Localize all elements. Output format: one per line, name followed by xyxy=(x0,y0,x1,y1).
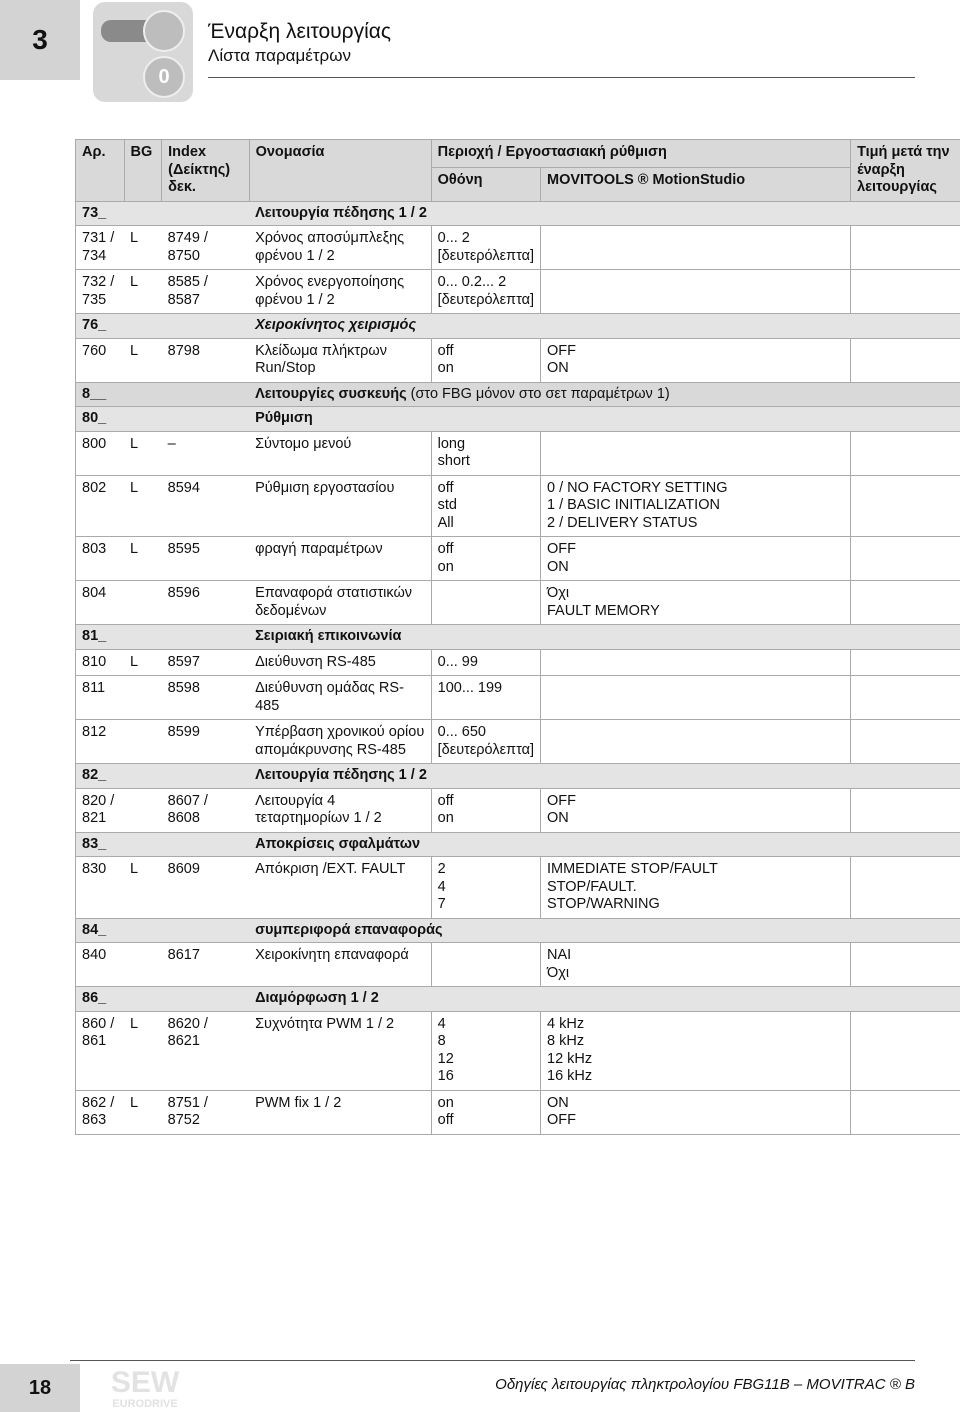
section-cell xyxy=(249,314,960,339)
param-screen-range: off on xyxy=(431,788,540,832)
section-title: Λειτουργίες συσκευής xyxy=(255,385,407,402)
param-value-after xyxy=(851,943,960,987)
param-number: 803 xyxy=(76,537,125,581)
col-header-bg: BG xyxy=(124,140,162,202)
section-row xyxy=(76,201,960,226)
param-name: Λειτουργία 4 τεταρτημορίων 1 / 2 xyxy=(249,788,431,832)
param-bg xyxy=(124,943,162,987)
param-screen-range: off std All xyxy=(431,475,540,537)
param-value-after xyxy=(851,270,960,314)
param-value-after xyxy=(851,720,960,764)
section-cell xyxy=(249,625,960,650)
page-title: Έναρξη λειτουργίας xyxy=(208,20,392,43)
section-row xyxy=(76,918,960,943)
section-row xyxy=(76,987,960,1012)
section-number: 86_ xyxy=(76,987,125,1012)
param-name: Υπέρβαση χρονικού ορίου απομάκρυνσης RS-485 xyxy=(249,720,431,764)
param-index: 8798 xyxy=(162,338,249,382)
param-name: φραγή παραμέτρων xyxy=(249,537,431,581)
param-index: 8620 / 8621 xyxy=(162,1011,249,1090)
parameter-row xyxy=(76,788,960,832)
param-number: 731 / 734 xyxy=(76,226,125,270)
param-value-after xyxy=(851,475,960,537)
param-movitools-range xyxy=(541,676,851,720)
parameter-row xyxy=(76,581,960,625)
col-header-index: Index (Δείκτης) δεκ. xyxy=(162,140,249,202)
section-cell xyxy=(249,832,960,857)
param-bg xyxy=(124,581,162,625)
param-movitools-range: ON OFF xyxy=(541,1090,851,1134)
section-title: Λειτουργία πέδησης 1 / 2 xyxy=(255,767,427,783)
param-movitools-range xyxy=(541,431,851,475)
section-spacer xyxy=(124,314,249,339)
param-screen-range: 100... 199 xyxy=(431,676,540,720)
param-movitools-range: OFF ON xyxy=(541,338,851,382)
parameter-row xyxy=(76,475,960,537)
section-cell xyxy=(249,407,960,432)
param-number: 760 xyxy=(76,338,125,382)
table-header-row xyxy=(76,140,960,168)
param-screen-range: on off xyxy=(431,1090,540,1134)
chapter-number: 3 xyxy=(0,0,80,80)
parameter-row xyxy=(76,226,960,270)
col-header-name: Ονομασία xyxy=(249,140,431,202)
parameter-table xyxy=(75,139,960,1135)
section-row xyxy=(76,625,960,650)
param-name: Διεύθυνση RS-485 xyxy=(249,649,431,676)
param-name: Χρόνος αποσύμπλεξης φρένου 1 / 2 xyxy=(249,226,431,270)
parameter-row xyxy=(76,338,960,382)
param-screen-range xyxy=(431,581,540,625)
section-spacer xyxy=(124,407,249,432)
param-value-after xyxy=(851,649,960,676)
param-bg: L xyxy=(124,1090,162,1134)
param-index: 8598 xyxy=(162,676,249,720)
parameter-row xyxy=(76,676,960,720)
parameter-row xyxy=(76,270,960,314)
param-number: 812 xyxy=(76,720,125,764)
section-number: 8__ xyxy=(76,382,125,407)
off-button-icon: 0 xyxy=(143,56,185,98)
section-note: (στο FBG μόνον στο σετ παραμέτρων 1) xyxy=(410,385,670,402)
param-number: 804 xyxy=(76,581,125,625)
parameter-row xyxy=(76,1090,960,1134)
section-cell xyxy=(249,382,960,407)
param-index: 8599 xyxy=(162,720,249,764)
param-value-after xyxy=(851,788,960,832)
document-title: Οδηγίες λειτουργίας πληκτρολογίου FBG11B – MOVITRAC ® B xyxy=(495,1376,915,1393)
param-name: Σύντομο μενού xyxy=(249,431,431,475)
section-spacer xyxy=(124,625,249,650)
section-number: 83_ xyxy=(76,832,125,857)
svg-text:EURODRIVE: EURODRIVE xyxy=(112,1398,178,1410)
param-bg: L xyxy=(124,857,162,919)
param-name: Διεύθυνση ομάδας RS-485 xyxy=(249,676,431,720)
param-index: 8751 / 8752 xyxy=(162,1090,249,1134)
param-screen-range: 0... 99 xyxy=(431,649,540,676)
param-name: Χρόνος ενεργοποίησης φρένου 1 / 2 xyxy=(249,270,431,314)
param-movitools-range xyxy=(541,270,851,314)
param-value-after xyxy=(851,338,960,382)
param-screen-range: 0... 2 [δευτερόλεπτα] xyxy=(431,226,540,270)
svg-text:SEW: SEW xyxy=(110,1366,180,1399)
section-number: 82_ xyxy=(76,764,125,789)
param-bg: L xyxy=(124,431,162,475)
param-number: 840 xyxy=(76,943,125,987)
param-bg: L xyxy=(124,270,162,314)
col-header-movitools: MOVITOOLS ® MotionStudio xyxy=(541,168,851,201)
section-row xyxy=(76,407,960,432)
section-spacer xyxy=(124,987,249,1012)
param-value-after xyxy=(851,676,960,720)
param-movitools-range: OFF ON xyxy=(541,537,851,581)
section-title: συμπεριφορά επαναφοράς xyxy=(255,921,443,938)
section-title: Λειτουργία πέδησης 1 / 2 xyxy=(255,204,427,221)
param-index: – xyxy=(162,431,249,475)
parameter-row xyxy=(76,1011,960,1090)
section-title: Σειριακή επικοινωνία xyxy=(255,628,402,644)
section-spacer xyxy=(124,382,249,407)
param-value-after xyxy=(851,581,960,625)
section-row xyxy=(76,764,960,789)
section-spacer xyxy=(124,918,249,943)
section-cell xyxy=(249,201,960,226)
start-stop-icon xyxy=(93,2,193,102)
param-index: 8617 xyxy=(162,943,249,987)
param-bg xyxy=(124,788,162,832)
param-movitools-range xyxy=(541,649,851,676)
param-bg xyxy=(124,720,162,764)
header-divider xyxy=(208,77,915,78)
param-number: 800 xyxy=(76,431,125,475)
footer-divider xyxy=(70,1360,915,1361)
section-cell xyxy=(249,987,960,1012)
param-name: Απόκριση /EXT. FAULT xyxy=(249,857,431,919)
param-movitools-range xyxy=(541,720,851,764)
parameter-row xyxy=(76,537,960,581)
section-row xyxy=(76,382,960,407)
sew-eurodrive-logo xyxy=(95,1362,195,1410)
param-value-after xyxy=(851,226,960,270)
param-number: 820 / 821 xyxy=(76,788,125,832)
param-movitools-range xyxy=(541,226,851,270)
param-number: 830 xyxy=(76,857,125,919)
param-value-after xyxy=(851,431,960,475)
param-screen-range: long short xyxy=(431,431,540,475)
section-row xyxy=(76,314,960,339)
param-name: Συχνότητα PWM 1 / 2 xyxy=(249,1011,431,1090)
param-number: 862 / 863 xyxy=(76,1090,125,1134)
param-screen-range: 4 8 12 16 xyxy=(431,1011,540,1090)
param-name: Επαναφορά στατιστικών δεδομένων xyxy=(249,581,431,625)
param-screen-range: 0... 650 [δευτερόλεπτα] xyxy=(431,720,540,764)
col-header-value-after: Τιμή μετά την έναρξη λειτουργίας xyxy=(851,140,960,202)
param-bg: L xyxy=(124,475,162,537)
section-cell xyxy=(249,764,960,789)
parameter-row xyxy=(76,720,960,764)
on-button-icon xyxy=(143,10,185,52)
section-number: 76_ xyxy=(76,314,125,339)
param-bg: L xyxy=(124,226,162,270)
param-value-after xyxy=(851,537,960,581)
param-screen-range: off on xyxy=(431,537,540,581)
param-bg: L xyxy=(124,1011,162,1090)
param-number: 810 xyxy=(76,649,125,676)
param-number: 802 xyxy=(76,475,125,537)
col-header-screen: Οθόνη xyxy=(431,168,540,201)
param-movitools-range: ΝΑΙ Όχι xyxy=(541,943,851,987)
section-title: Διαμόρφωση 1 / 2 xyxy=(255,990,379,1006)
parameter-row xyxy=(76,649,960,676)
param-value-after xyxy=(851,1011,960,1090)
param-name: Κλείδωμα πλήκτρων Run/Stop xyxy=(249,338,431,382)
page-number: 18 xyxy=(0,1364,80,1412)
section-spacer xyxy=(124,832,249,857)
param-name: Χειροκίνητη επαναφορά xyxy=(249,943,431,987)
param-bg: L xyxy=(124,338,162,382)
section-row xyxy=(76,832,960,857)
page-subtitle: Λίστα παραμέτρων xyxy=(208,46,351,65)
param-number: 732 / 735 xyxy=(76,270,125,314)
param-bg: L xyxy=(124,649,162,676)
param-screen-range: off on xyxy=(431,338,540,382)
param-movitools-range: Όχι FAULT MEMORY xyxy=(541,581,851,625)
param-movitools-range: IMMEDIATE STOP/FAULT STOP/FAULT. STOP/WARNING xyxy=(541,857,851,919)
param-index: 8609 xyxy=(162,857,249,919)
param-movitools-range: 0 / NO FACTORY SETTING 1 / BASIC INITIALIZATION 2 / DELIVERY STATUS xyxy=(541,475,851,537)
param-value-after xyxy=(851,857,960,919)
parameter-row xyxy=(76,943,960,987)
col-header-range: Περιοχή / Εργοστασιακή ρύθμιση xyxy=(431,140,850,168)
param-bg: L xyxy=(124,537,162,581)
param-screen-range: 0... 0.2... 2 [δευτερόλεπτα] xyxy=(431,270,540,314)
param-movitools-range: OFF ON xyxy=(541,788,851,832)
param-index: 8749 / 8750 xyxy=(162,226,249,270)
section-number: 73_ xyxy=(76,201,125,226)
section-number: 84_ xyxy=(76,918,125,943)
param-screen-range xyxy=(431,943,540,987)
section-cell xyxy=(249,918,960,943)
param-index: 8594 xyxy=(162,475,249,537)
parameter-row xyxy=(76,431,960,475)
param-index: 8607 / 8608 xyxy=(162,788,249,832)
param-value-after xyxy=(851,1090,960,1134)
section-spacer xyxy=(124,764,249,789)
param-name: Ρύθμιση εργοστασίου xyxy=(249,475,431,537)
param-name: PWM fix 1 / 2 xyxy=(249,1090,431,1134)
param-number: 860 / 861 xyxy=(76,1011,125,1090)
section-spacer xyxy=(124,201,249,226)
param-number: 811 xyxy=(76,676,125,720)
param-index: 8585 / 8587 xyxy=(162,270,249,314)
param-index: 8597 xyxy=(162,649,249,676)
section-title: Αποκρίσεις σφαλμάτων xyxy=(255,835,421,852)
section-number: 80_ xyxy=(76,407,125,432)
param-index: 8596 xyxy=(162,581,249,625)
section-title: Ρύθμιση xyxy=(255,410,313,426)
section-number: 81_ xyxy=(76,625,125,650)
param-bg xyxy=(124,676,162,720)
param-index: 8595 xyxy=(162,537,249,581)
param-screen-range: 2 4 7 xyxy=(431,857,540,919)
section-title: Χειροκίνητος χειρισμός xyxy=(255,317,417,333)
col-header-ar: Αρ. xyxy=(76,140,125,202)
parameter-row xyxy=(76,857,960,919)
param-movitools-range: 4 kHz 8 kHz 12 kHz 16 kHz xyxy=(541,1011,851,1090)
